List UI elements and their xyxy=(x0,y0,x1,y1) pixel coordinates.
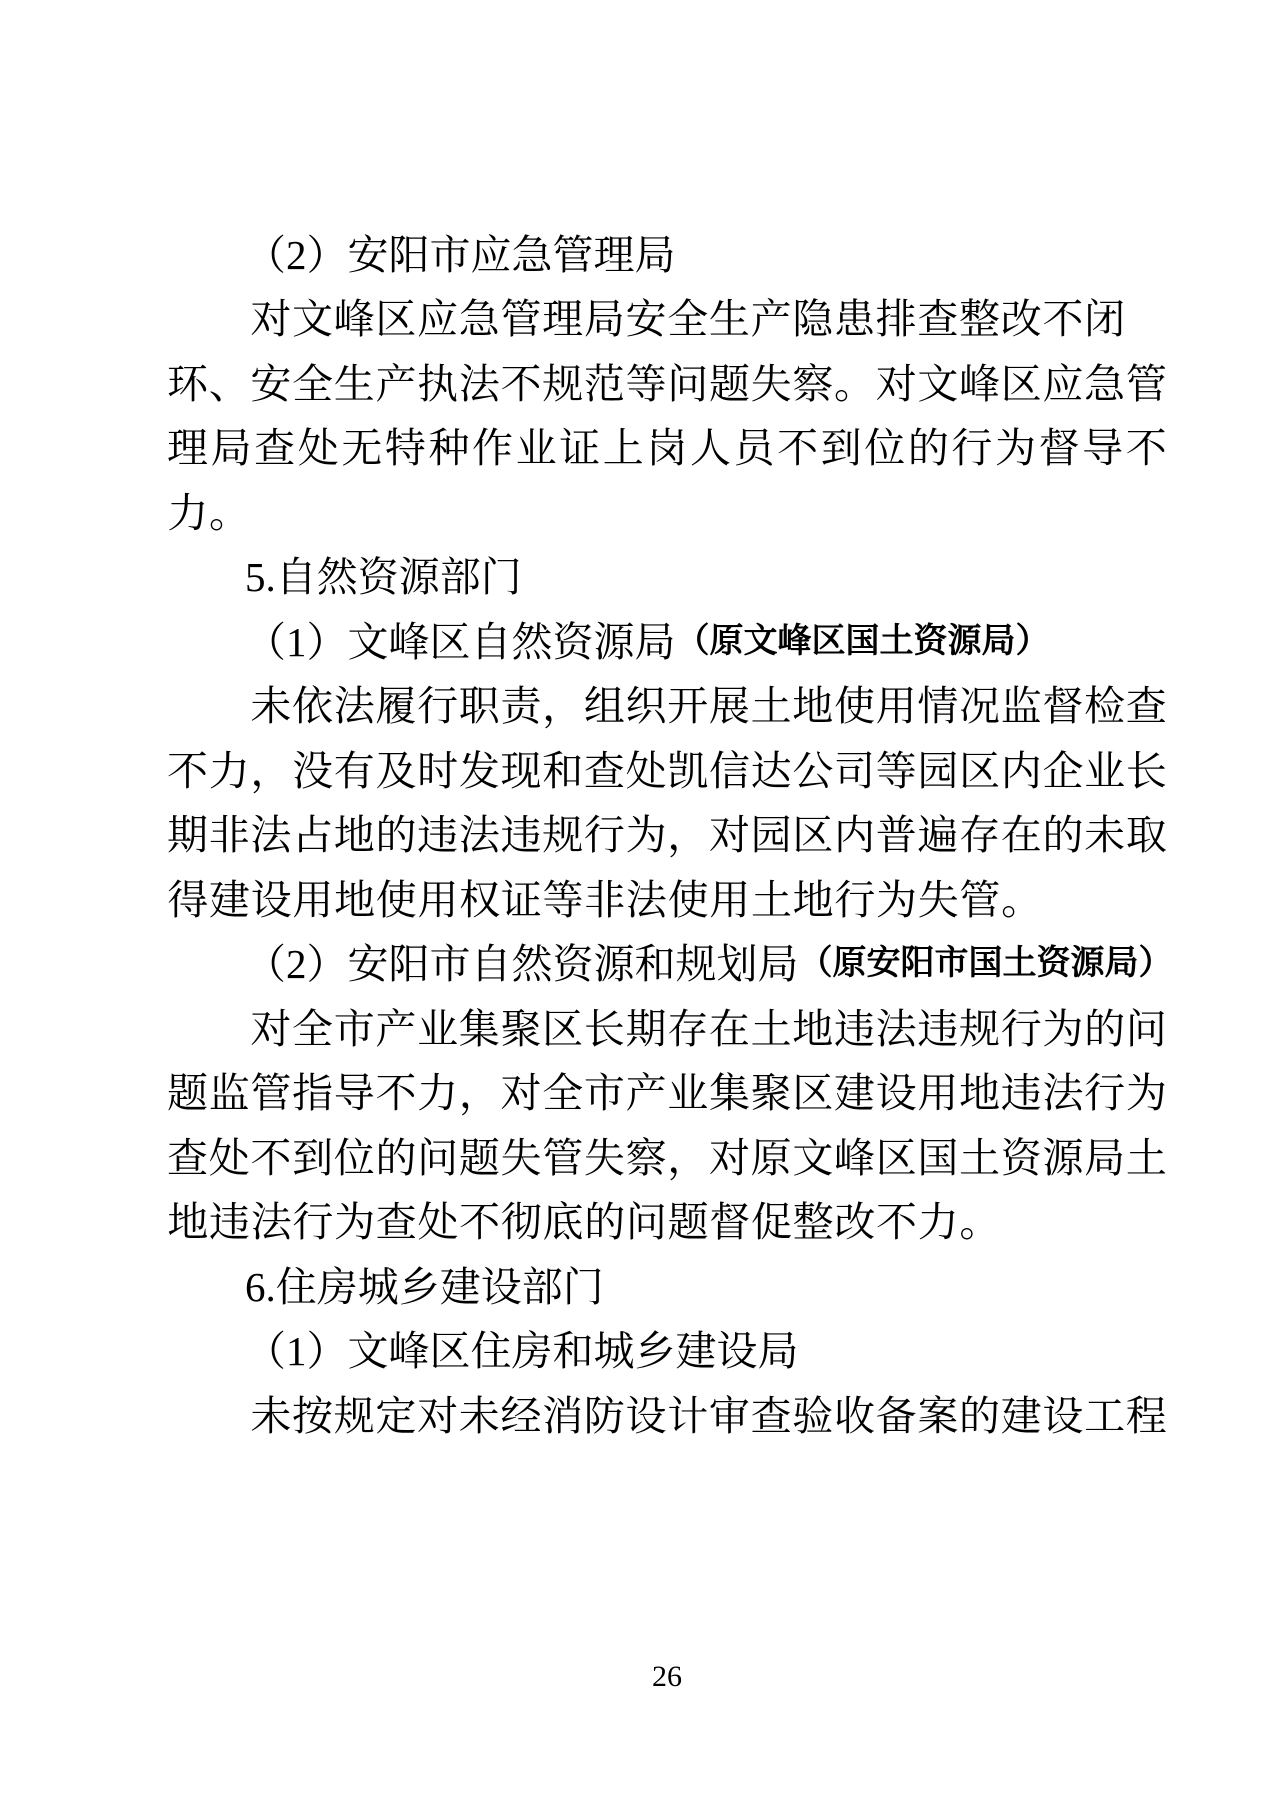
heading-former-name: （原文峰区国土资源局） xyxy=(675,623,1050,660)
body-line: 力 。 xyxy=(167,489,251,536)
heading-text: 6.住房城乡建设部门 xyxy=(245,1263,604,1310)
heading-text: （1）文峰区住房和城乡建设局 xyxy=(245,1327,799,1374)
body-line: 对 文 峰 区 应 急 管 理 局 安 全 生 产 隐 患 排 查 整 改 不 闭 xyxy=(250,295,1126,342)
body-line: 得 建 设 用 地 使 用 权 证 等 非 法 使 用 土 地 行 为 失 管 。 xyxy=(167,876,1043,923)
heading-text: 5.自然资源部门 xyxy=(245,553,522,600)
heading-anyang-natural-resources-bureau xyxy=(167,938,1173,990)
body-line: 不 力 ， 没 有 及 时 发 现 和 查 处 凯 信 达 公 司 等 园 区 内 企 业 长 xyxy=(167,747,1167,794)
body-line: 期 非 法 占 地 的 违 法 违 规 行 为 ， 对 园 区 内 普 遍 存 在 的 未 取 xyxy=(167,811,1167,858)
body-line: 理 局 查 处 无 特 种 作 业 证 上 岗 人 员 不 到 位 的 行 为 督 导 不 xyxy=(167,424,1167,471)
body-line: 题 监 管 指 导 不 力 ， 对 全 市 产 业 集 聚 区 建 设 用 地 违 法 行 为 xyxy=(167,1069,1167,1116)
page-number: 26 xyxy=(652,1660,682,1693)
heading-wenfeng-natural-resources-bureau xyxy=(167,616,1167,668)
heading-text: （2）安阳市自然资源和规划局 xyxy=(245,940,799,987)
heading-anyang-emergency-bureau xyxy=(167,229,1167,281)
body-line: 未 按 规 定 对 未 经 消 防 设 计 审 查 验 收 备 案 的 建 设 工 程 xyxy=(250,1392,1167,1439)
body-line: 对 全 市 产 业 集 聚 区 长 期 存 在 土 地 违 法 违 规 行 为 的 问 xyxy=(250,1005,1167,1052)
body-line: 环 、 安 全 生 产 执 法 不 规 范 等 问 题 失 察 。 对 文 峰 区 应 急 管 xyxy=(167,360,1167,407)
body-line: 未 依 法 履 行 职 责 ， 组 织 开 展 土 地 使 用 情 况 监 督 检 查 xyxy=(250,682,1167,729)
heading-text: （2）安阳市应急管理局 xyxy=(245,231,676,278)
body-line: 地 违 法 行 为 查 处 不 彻 底 的 问 题 督 促 整 改 不 力 。 xyxy=(167,1198,1001,1245)
heading-former-name: （原安阳市国土资源局） xyxy=(798,945,1173,982)
heading-text: （1）文峰区自然资源局 xyxy=(245,618,676,665)
heading-wenfeng-housing-bureau xyxy=(167,1325,1167,1377)
heading-housing-construction-section xyxy=(167,1261,1167,1313)
body-line: 查 处 不 到 位 的 问 题 失 管 失 察 ， 对 原 文 峰 区 国 土 资 源 局 土 xyxy=(167,1134,1167,1181)
heading-natural-resources-section xyxy=(167,551,1167,603)
